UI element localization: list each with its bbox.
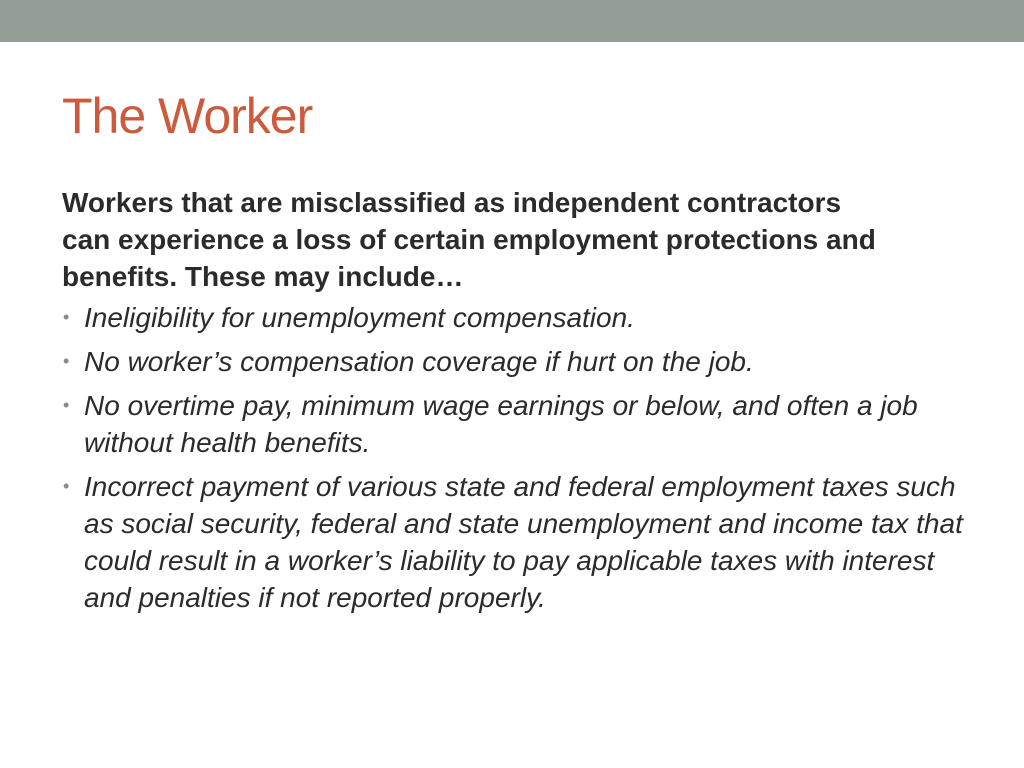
bullet-item bbox=[62, 468, 964, 616]
bullet-item bbox=[62, 299, 962, 336]
bullet-item bbox=[62, 343, 962, 380]
bullet-item bbox=[62, 387, 954, 461]
bullet-text: Ineligibility for unemployment compensation. bbox=[84, 302, 635, 333]
bullet-dot-icon: • bbox=[63, 307, 70, 327]
bullet-text: Incorrect payment of various state and federal employment taxes such as social security, federal and state unemployment and income tax that could result in a worker’s liability to pay applicable taxes with interest and penalties if not reported properly. bbox=[84, 471, 963, 613]
bullet-dot-icon: • bbox=[63, 476, 70, 496]
bullet-dot-icon: • bbox=[63, 395, 70, 415]
bullet-text: No worker’s compensation coverage if hurt on the job. bbox=[84, 346, 754, 377]
slide-title: The Worker bbox=[62, 88, 313, 144]
bullet-text: No overtime pay, minimum wage earnings or below, and often a job without health benefits. bbox=[84, 390, 918, 458]
top-accent-bar bbox=[0, 0, 1024, 42]
slide-body bbox=[62, 184, 962, 623]
bullet-list bbox=[62, 299, 962, 616]
intro-paragraph: Workers that are misclassified as independent contractors can experience a loss of certain employment protections and benefits. These may include… bbox=[62, 187, 876, 292]
bullet-dot-icon: • bbox=[63, 351, 70, 371]
